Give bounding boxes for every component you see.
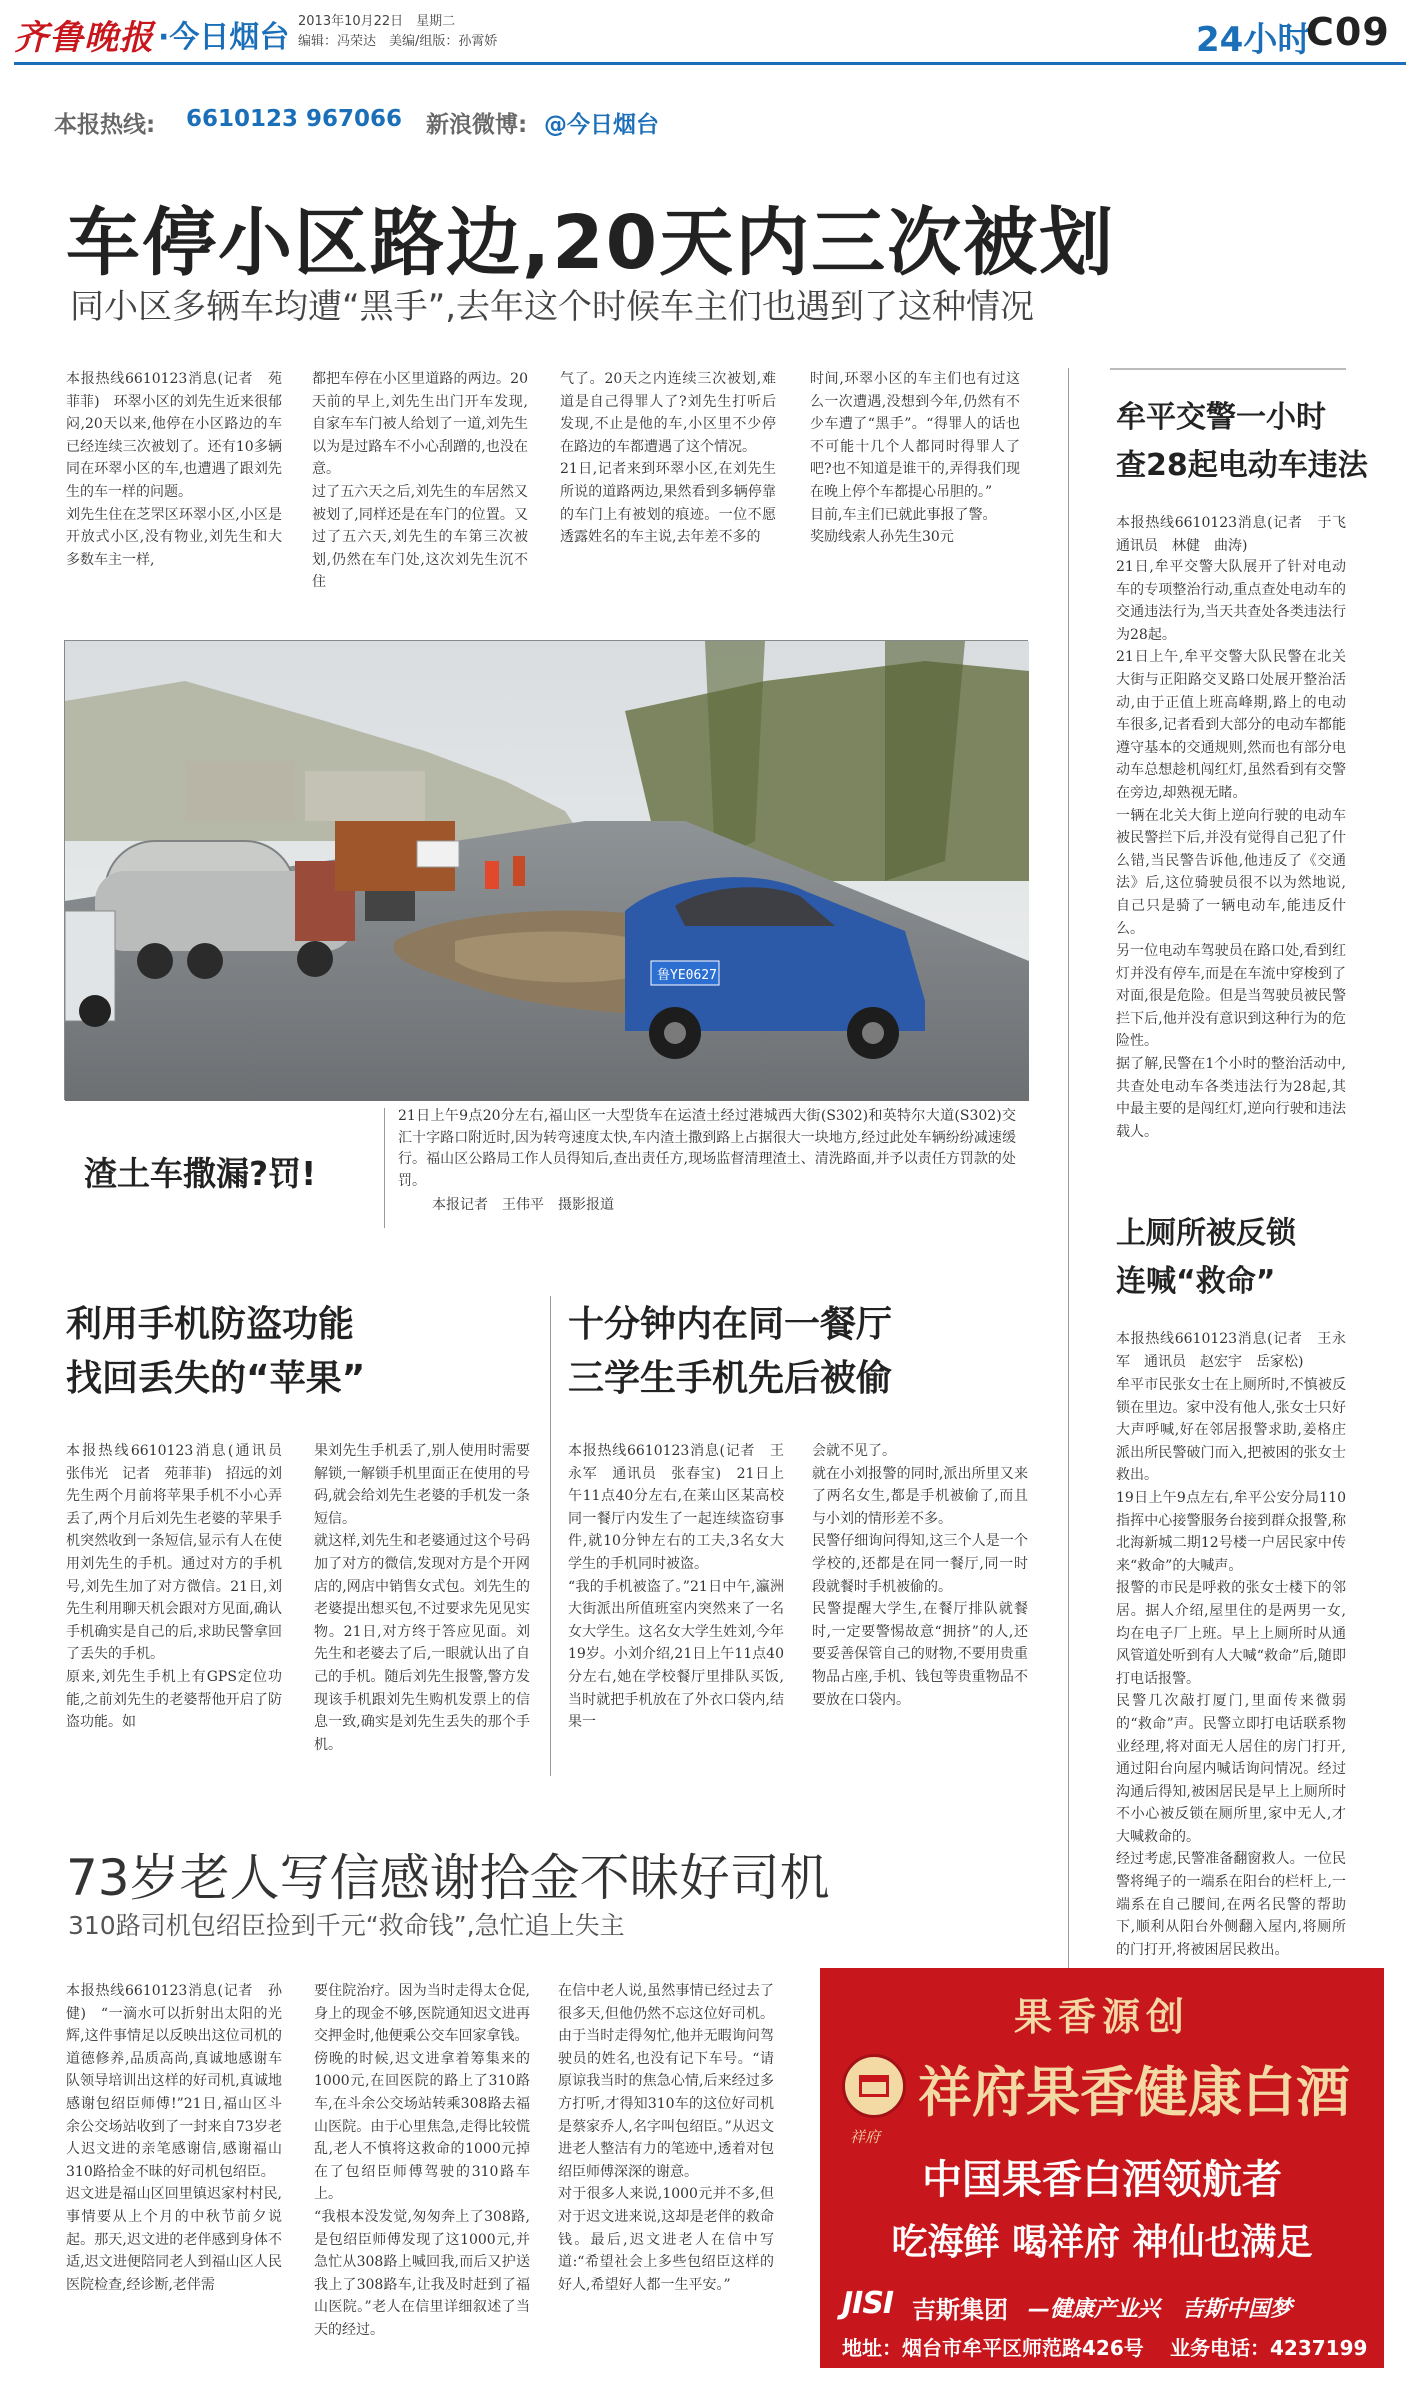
sidebar1-title-line1: 牟平交警一小时: [1116, 400, 1326, 435]
weibo-label: 新浪微博:: [426, 112, 528, 138]
iphone-title-line1: 利用手机防盗功能: [66, 1304, 355, 1345]
phones-column-1: 本报热线6610123消息(记者 王永军 通讯员 张春宝) 21日上午11点40分左右,在莱山区某高校同一餐厅内发生了一起连续盗窃事件,就10分钟左右的工夫,3名女大学生的手机同时被盗。 “我的手机被盗了。”21日中午,瀛洲大街派出所值班室内突然来了一名女大学生。这名女大学生姓刘,今年19岁。小刘介绍,21日上午11点40分左右,她在学校餐厅里排队买饭,当时就把手机放在了外衣口袋内,结果一: [568, 1443, 784, 1731]
section-name: ·今日烟台: [158, 20, 290, 55]
ad-group-name: 吉斯集团: [912, 2296, 1008, 2324]
ad-address: 地址：烟台市牟平区师范路426号: [842, 2336, 1144, 2360]
ad-phone: 业务电话：4237199: [1170, 2336, 1368, 2360]
license-plate: 鲁YE0627: [657, 968, 717, 983]
lead-column-2: 都把车停在小区里道路的两边。20天前的早上,刘先生出门开车发现,自家车车门被人给划了一道,刘先生以为是过路车不小心刮蹭的,也没在意。 过了五六天之后,刘先生的车居然又被划了,同样还是在车门的位置。又过了五六天,刘先生的车第三次被划,仍然在车门处,这次刘先生沉不住: [312, 371, 528, 591]
paper-name: 齐鲁晚报: [14, 18, 154, 58]
header-date: 2013年10月22日 星期二: [298, 14, 456, 29]
hotline-numbers: 6610123 967066: [186, 106, 403, 132]
driver-headline: 73岁老人写信感谢拾金不昧好司机: [66, 1849, 830, 1907]
ad-top-text: 果香源创: [1013, 1994, 1190, 2039]
news-photo: [64, 640, 1028, 1100]
sidebar1-title-line2: 查28起电动车违法: [1116, 448, 1368, 483]
page-number: C09: [1306, 10, 1390, 54]
phones-title-line2: 三学生手机先后被偷: [568, 1358, 893, 1399]
divider: [1068, 368, 1069, 2088]
ad-brand: 祥府果香健康白酒: [918, 2060, 1350, 2124]
lead-column-1: 本报热线6610123消息(记者 苑菲菲) 环翠小区的刘先生近来很郁闷,20天以来,他停在小区路边的车已经连续三次被划了。还有10多辆同在环翠小区的车,也遭遇了跟刘先生的车一样的问题。 刘先生住在芝罘区环翠小区,小区是开放式小区,没有物业,刘先生和大多数车主一样,: [66, 371, 282, 568]
header-editors: 编辑：冯荣达 美编/组版：孙霄娇: [298, 34, 498, 49]
sidebar1-body: 21日,牟平交警大队展开了针对电动车的专项整治行动,重点查处电动车的交通违法行为,当天共查处各类违法行为28起。 21日上午,牟平交警大队民警在北关大街与正阳路交叉路口处展开整治活动,由于正值上班高峰期,路上的电动车很多,记者看到大部分的电动车都能遵守基本的交通规则,然而也有部分电动车总想趁机闯红灯,虽然看到有交警在旁边,却熟视无睹。 一辆在北关大街上逆向行驶的电动车被民警拦下后,并没有觉得自己犯了什么错,当民警告诉他,他违反了《交通法》后,这位骑驶员很不以为然地说,自己只是骑了一辆电动车,能违反什么。 另一位电动车驾驶员在路口处,看到红灯并没有停车,而是在车流中穿梭到了对面,很是危险。但是当驾驶员被民警拦下后,他并没有意识到这种行为的危险性。 据了解,民警在1个小时的整治活动中,共查处电动车各类违法行为28起,其中最主要的是闯红灯,逆向行驶和违法载人。: [1116, 559, 1346, 1140]
header-rule: [14, 62, 1406, 65]
hotline-label: 本报热线:: [54, 112, 156, 138]
ad-logo-caption: 祥府: [850, 2128, 881, 2146]
ad-slogan: 中国果香白酒领航者: [922, 2156, 1282, 2203]
divider: [384, 1108, 385, 1228]
hotline-bar: [14, 66, 1406, 138]
driver-subhead: 310路司机包绍臣捡到千元“救命钱”,急忙追上失主: [68, 1911, 625, 1940]
iphone-column-1: 本报热线6610123消息(通讯员 张伟光 记者 苑菲菲) 招远的刘先生两个月前将苹果手机不小心弄丢了,两个月后刘先生老婆的苹果手机突然收到一条短信,显示有人在使用刘先生的手机。通过对方的手机号,刘先生加了对方微信。21日,刘先生利用聊天机会跟对方见面,确认手机确实是自己的后,求助民警拿回了丢失的手机。 原来,刘先生手机上有GPS定位功能,之前刘先生的老婆帮他开启了防盗功能。如: [66, 1443, 282, 1731]
lead-subhead: 同小区多辆车均遭“黑手”,去年这个时候车主们也遇到了这种情况: [70, 287, 1035, 327]
lead-column-3: 气了。20天之内连续三次被划,难道是自己得罪人了?刘先生打听后发现,不止是他的车,小区里不少停在路边的车都遭遇了这个情况。 21日,记者来到环翠小区,在刘先生所说的道路两边,果然看到多辆停靠的车门上有被划的痕迹。一位不愿透露姓名的车主说,去年差不多的: [560, 371, 776, 546]
iphone-column-2: 果刘先生手机丢了,别人使用时需要解锁,一解锁手机里面正在使用的号码,就会给刘先生老婆的手机发一条短信。 就这样,刘先生和老婆通过这个号码加了对方的微信,发现对方是个开网店的,网店中销售女式包。刘先生的老婆提出想买包,不过要求先见见实物。21日,对方终于答应见面。刘先生和老婆去了后,一眼就认出了自己的手机。随后刘先生报警,警方发现该手机跟刘先生购机发票上的信息一致,确实是刘先生丢失的那个手机。: [314, 1443, 530, 1753]
iphone-title-line2: 找回丢失的“苹果”: [66, 1358, 366, 1399]
ad-logo-badge: [842, 2054, 906, 2118]
sidebar2-title-line1: 上厕所被反锁: [1116, 1216, 1296, 1251]
sidebar2-title-line2: 连喊“救命”: [1116, 1264, 1276, 1299]
ad-logo-icon: [859, 2075, 889, 2097]
sidebar2-body: 牟平市民张女士在上厕所时,不慎被反锁在里边。家中没有他人,张女士只好大声呼喊,好在邻居报警求助,姜格庄派出所民警破门而入,把被困的张女士救出。 19日上午9点左右,牟平公安分局110指挥中心接警服务台接到群众报警,称北海新城二期12号楼一户居民家中传来“救命”的大喊声。 报警的市民是呼救的张女士楼下的邻居。据人介绍,屋里住的是两男一女,均在电子厂上班。早上上厕所时从通风管道处听到有人大喊“救命”后,随即打电话报警。 民警几次敲打厦门,里面传来微弱的“救命”声。民警立即打电话联系物业经理,将对面无人居住的房门打开,通过阳台向屋内喊话询问情况。经过沟通后得知,被困居民是早上上厕所时不小心被反锁在厕所里,家中无人,才大喊救命的。 经过考虑,民警准备翻窗救人。一位民警将绳子的一端系在阳台的栏杆上,一端系在自己腰间,在两名民警的帮助下,顺利从阳台外侧翻入屋内,将厕所的门打开,将被困居民救出。: [1116, 1377, 1346, 1958]
weibo-handle: @今日烟台: [544, 112, 659, 138]
lead-column-4: 时间,环翠小区的车主们也有过这么一次遭遇,没想到今年,仍然有不少车遭了“黑手”。“得罪人的话也不可能十几个人都同时得罪人了吧?也不知道是谁干的,弄得我们现在晚上停个车都提心吊胆的。” 目前,车主们已就此事报了警。 奖励线索人孙先生30元: [810, 371, 1020, 546]
driver-column-3: 在信中老人说,虽然事情已经过去了很多天,但他仍然不忘这位好司机。由于当时走得匆忙,他并无暇询问驾驶员的姓名,也没有记下车号。“请原谅我当时的焦急心情,后来经过多方打听,才得知310车的这位好司机是蔡家乔人,名字叫包绍臣。”从迟文进老人整洁有力的笔迹中,透着对包绍臣师傅深深的谢意。 对于很多人来说,1000元并不多,但对于迟文进来说,这却是老伴的救命钱。最后,迟文进老人在信中写道:“希望社会上多些包绍臣这样的好人,希望好人都一生平安。”: [558, 1983, 774, 2293]
masthead: [0, 0, 1417, 70]
driver-column-2: 要住院治疗。因为当时走得太仓促,身上的现金不够,医院通知迟文进再交押金时,他便乘公交车回家拿钱。 傍晚的时候,迟文进拿着筹集来的1000元,在回医院的路上了310路车,在斗余公交场站转乘308路去福山医院。由于心里焦急,走得比较慌乱,老人不慎将这救命的1000元掉在了包绍臣师傅驾驶的310路车上。 “我根本没发觉,匆匆奔上了308路,是包绍臣师傅发现了这1000元,并急忙从308路上喊回我,而后又护送我上了308路车,让我及时赶到了福山医院。”老人在信里详细叙述了当天的经过。: [314, 1983, 530, 2338]
ad-tagline: 吃海鲜 喝祥府 神仙也满足: [891, 2222, 1313, 2263]
lead-headline: 车停小区路边,20天内三次被划: [66, 200, 1116, 286]
phones-title-line1: 十分钟内在同一餐厅: [568, 1304, 893, 1345]
sidebar2-byline: 本报热线6610123消息(记者 王永军 通讯员 赵宏宇 岳家松): [1116, 1331, 1346, 1370]
divider: [550, 1296, 551, 1776]
photo-credit: 本报记者 王伟平 摄影报道: [432, 1197, 614, 1213]
phones-column-2: 会就不见了。 就在小刘报警的同时,派出所里又来了两名女生,都是手机被偷了,而且与小刘的情形差不多。 民警仔细询问得知,这三个人是一个学校的,还都是在同一餐厅,同一时段就餐时手机被偷的。 民警提醒大学生,在餐厅排队就餐时,一定要警惕故意“拥挤”的人,还要妥善保管自己的财物,不要用贵重物品占座,手机、钱包等贵重物品不要放在口袋内。: [812, 1443, 1028, 1708]
advertisement: [820, 1968, 1384, 2368]
sidebar1-rule: [1110, 368, 1346, 370]
ad-group-logo: JISI: [842, 2286, 894, 2321]
sidebar1-byline: 本报热线6610123消息(记者 于飞 通讯员 林健 曲涛): [1116, 515, 1360, 554]
edition-tag: 24小时: [1196, 20, 1312, 60]
truck-scene-illustration: [65, 641, 1029, 1101]
ad-group-motto: —健康产业兴 吉斯中国梦: [1028, 2297, 1293, 2322]
photo-caption: 21日上午9点20分左右,福山区一大型货车在运渣土经过港城西大街(S302)和英特尔大道(S302)交汇十字路口附近时,因为转弯速度太快,车内渣土撒到路上占据很大一块地方,经过此处车辆纷纷减速缓行。福山区公路局工作人员得知后,查出责任方,现场监督清理渣土、清洗路面,并予以责任方罚款的处罚。: [398, 1108, 1016, 1189]
photo-heading: 渣土车撒漏?罚!: [84, 1154, 317, 1193]
driver-column-1: 本报热线6610123消息(记者 孙健) “一滴水可以折射出太阳的光辉,这件事情足以反映出这位司机的道德修养,品质高尚,真诚地感谢车队领导培训出这样的好司机,真诚地感谢包绍臣师傅!”21日,福山区斗余公交场站收到了一封来自73岁老人迟文进的亲笔感谢信,感谢福山310路拾金不昧的好司机包绍臣。 迟文进是福山区回里镇迟家村村民,事情要从上个月的中秋节前夕说起。那天,迟文进的老伴感到身体不适,迟文进便陪同老人到福山区人民医院检查,经诊断,老伴需: [66, 1983, 282, 2293]
